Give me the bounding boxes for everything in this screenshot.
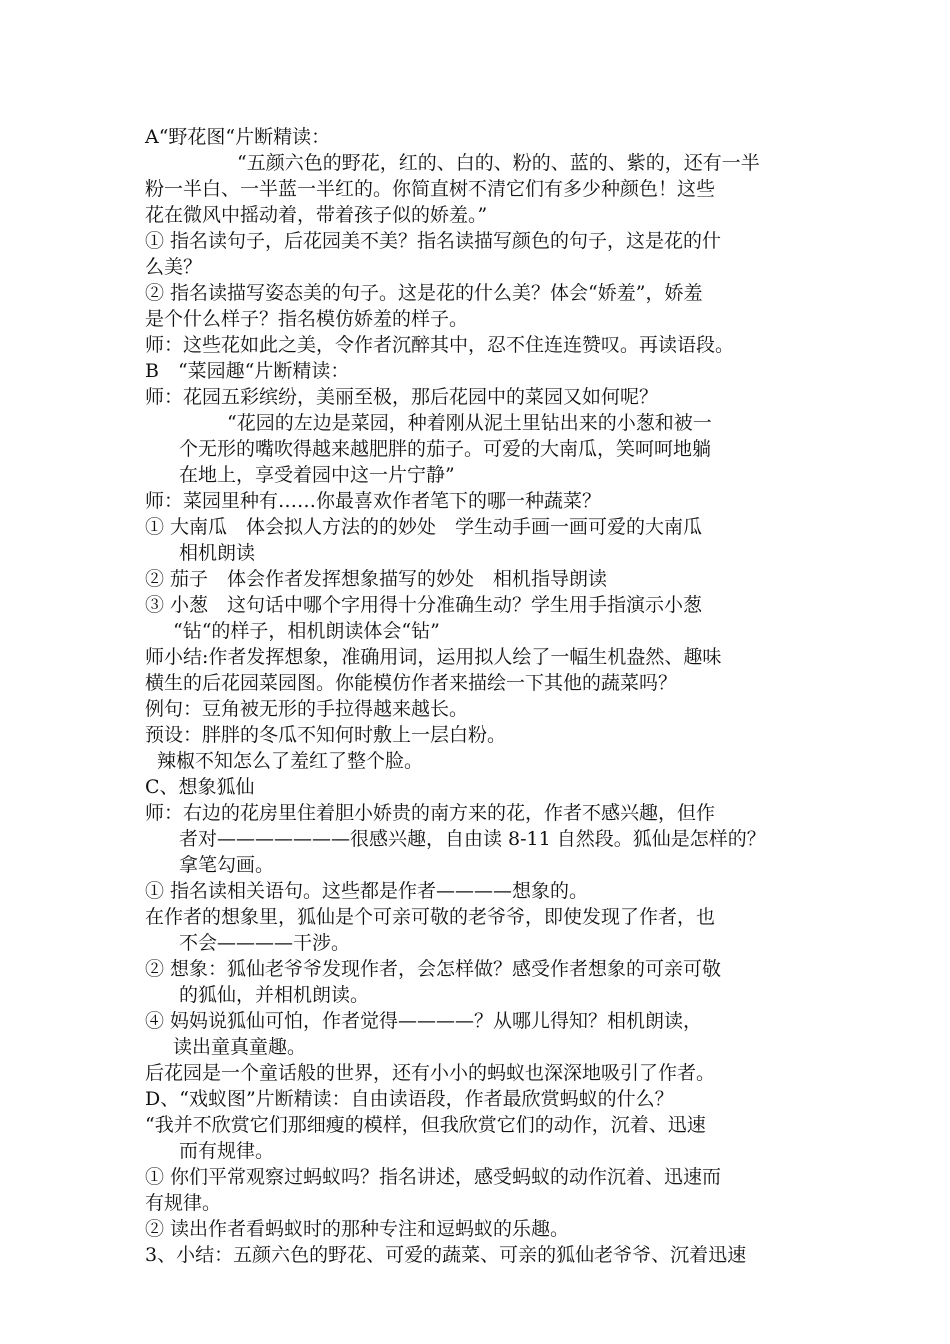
text-line: ① 指名读相关语句。这些都是作者————想象的。: [145, 880, 589, 902]
text-line: 不会————干涉。: [179, 932, 351, 954]
text-line: ② 茄子 体会作者发挥想象描写的妙处 相机指导朗读: [145, 568, 608, 590]
section-b-heading: B “菜园趣“片断精读：: [145, 360, 350, 382]
text-line: 而有规律。: [179, 1140, 275, 1162]
text-line: 师：这些花如此之美，令作者沉醉其中，忍不住连连赞叹。再读语段。: [145, 334, 735, 356]
section-c-heading: C、想象狐仙: [145, 776, 255, 798]
text-line: ① 你们平常观察过蚂蚁吗？指名讲述，感受蚂蚁的动作沉着、迅速而: [145, 1166, 722, 1188]
document-body: [145, 124, 810, 1268]
text-line: 相机朗读: [179, 542, 256, 564]
text-line: 拿笔勾画。: [179, 854, 275, 876]
text-line: 是个什么样子？指名模仿娇羞的样子。: [145, 308, 469, 330]
text-line: “花园的左边是菜园，种着刚从泥土里钻出来的小葱和被一: [227, 412, 712, 434]
text-line: 预设：胖胖的冬瓜不知何时敷上一层白粉。: [145, 724, 507, 746]
text-line: 辣椒不知怎么了羞红了整个脸。: [157, 750, 424, 772]
section-d-heading: D、“戏蚁图”片断精读：自由读语段，作者最欣赏蚂蚁的什么？: [145, 1088, 674, 1110]
text-line: ③ 小葱 这句话中哪个字用得十分准确生动？学生用手指演示小葱: [145, 594, 703, 616]
text-line: ① 大南瓜 体会拟人方法的的妙处 学生动手画一画可爱的大南瓜: [145, 516, 703, 538]
text-line: 例句：豆角被无形的手拉得越来越长。: [145, 698, 469, 720]
text-line: “我并不欣赏它们那细瘦的模样，但我欣赏它们的动作，沉着、迅速: [145, 1114, 706, 1136]
text-line: 师：花园五彩缤纷，美丽至极，那后花园中的菜园又如何呢？: [145, 386, 659, 408]
text-line: ④ 妈妈说狐仙可怕，作者觉得————？从哪儿得知？相机朗读，: [145, 1010, 703, 1032]
summary-line: 3、小结：五颜六色的野花、可爱的蔬菜、可亲的狐仙老爷爷、沉着迅速: [145, 1244, 747, 1266]
text-line: 的狐仙，并相机朗读。: [179, 984, 370, 1006]
text-line: 者对———————很感兴趣，自由读 8-11 自然段。狐仙是怎样的？: [179, 828, 766, 850]
text-line: 师小结:作者发挥想象，准确用词，运用拟人绘了一幅生机盎然、趣味: [145, 646, 722, 668]
text-line: ② 读出作者看蚂蚁时的那种专注和逗蚂蚁的乐趣。: [145, 1218, 570, 1240]
text-line: ① 指名读句子，后花园美不美？指名读描写颜色的句子，这是花的什: [145, 230, 722, 252]
text-line: 么美？: [145, 256, 203, 278]
text-line: 有规律。: [145, 1192, 222, 1214]
text-line: “五颜六色的野花，红的、白的、粉的、蓝的、紫的，还有一半: [237, 152, 760, 174]
text-line: 粉一半白、一半蓝一半红的。你简直树不清它们有多少种颜色！这些: [145, 178, 716, 200]
text-line: 后花园是一个童话般的世界，还有小小的蚂蚁也深深地吸引了作者。: [145, 1062, 716, 1084]
text-line: ② 指名读描写姿态美的句子。这是花的什么美？体会“娇羞”，娇羞: [145, 282, 703, 304]
text-line: 花在微风中摇动着，带着孩子似的娇羞。”: [145, 204, 488, 226]
text-line: 读出童真童趣。: [173, 1036, 307, 1058]
text-line: 师：菜园里种有……你最喜欢作者笔下的哪一种蔬菜？: [145, 490, 602, 512]
text-line: 横生的后花园菜园图。你能模仿作者来描绘一下其他的蔬菜吗？: [145, 672, 678, 694]
text-line: 师：右边的花房里住着胆小娇贵的南方来的花，作者不感兴趣，但作: [145, 802, 716, 824]
text-line: 个无形的嘴吹得越来越肥胖的茄子。可爱的大南瓜，笑呵呵地躺: [179, 438, 712, 460]
text-line: 在地上，享受着园中这一片宁静”: [179, 464, 455, 486]
text-line: 在作者的想象里，狐仙是个可亲可敬的老爷爷，即使发现了作者，也: [145, 906, 716, 928]
text-line: ② 想象：狐仙老爷爷发现作者，会怎样做？感受作者想象的可亲可敬: [145, 958, 722, 980]
text-line: “钻“的样子，相机朗读体会“钻”: [173, 620, 440, 642]
section-a-heading: A“野花图“片断精读：: [145, 126, 331, 148]
